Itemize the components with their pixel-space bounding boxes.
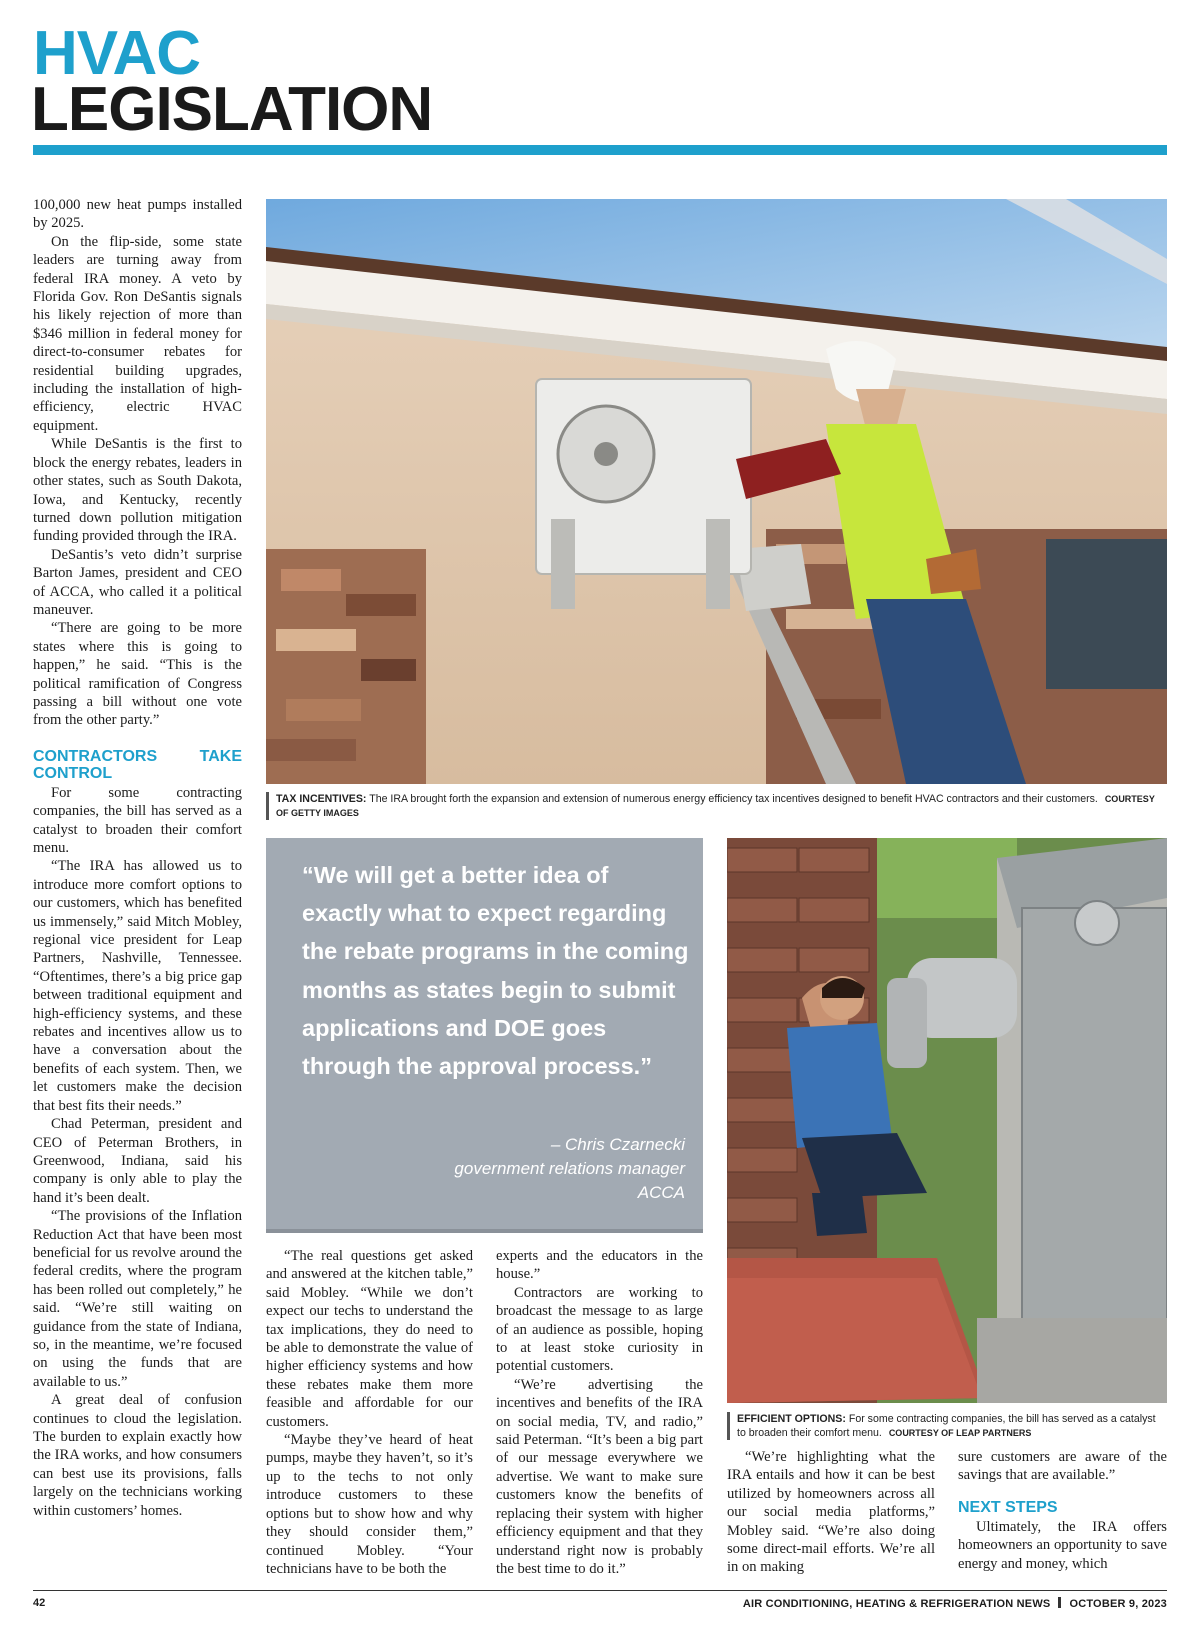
paragraph: For some contracting companies, the bill has served as a catalyst to broaden their comfort menu.: [33, 784, 242, 856]
paragraph: “Maybe they’ve heard of heat pumps, maybe they haven’t, so it’s up to the techs to not only introduce customers to these options but to show how and why they should consider them,” continued Mobley. “Your technicians have to be both the: [266, 1432, 473, 1577]
paragraph: “There are going to be more states where this is going to happen,” he said. “This is the political ramification of Congress passing a bill without one vote from the other party.”: [33, 620, 242, 729]
pull-quote-strip: [266, 1229, 703, 1233]
caption-text: The IRA brought forth the expansion and extension of numerous energy efficiency tax incentives designed to benefit HVAC contractors and their customers.: [369, 793, 1098, 805]
caption-text: For some contracting companies, the bill has served as a catalyst to broaden their comfort menu.: [737, 1413, 1156, 1439]
paragraph: DeSantis’s veto didn’t surprise Barton James, president and CEO of ACCA, who called it a political maneuver.: [33, 546, 242, 618]
page-number: 42: [33, 1597, 46, 1609]
photo-credit: COURTESY OF LEAP PARTNERS: [888, 1428, 1032, 1438]
footer-separator: [1058, 1597, 1061, 1608]
paragraph: “The provisions of the Inflation Reduction Act that have been most beneficial for us revolve around the federal credits, where the program has been rolled out completely,” he said. “We’re still waiting on guidance from the state of Indiana, so, in the meantime, we’re focused on using the funds that are available to us.”: [33, 1208, 242, 1390]
article-column-1: [33, 196, 242, 1520]
paragraph: experts and the educators in the house.”: [496, 1248, 703, 1283]
photo-caption-tax-incentives: [266, 792, 1156, 820]
article-column-5: [958, 1448, 1167, 1573]
caption-lead: TAX INCENTIVES:: [276, 793, 367, 805]
pull-quote-text: “We will get a better idea of exactly what to expect regarding the rebate programs in the coming months as states begin to submit applications and DOE goes through the approval process.”: [302, 862, 689, 1080]
photo-credit: COURTESY OF GETTY IMAGES: [276, 794, 1155, 818]
paragraph: sure customers are aware of the savings that are available.”: [958, 1449, 1167, 1484]
quote-author: – Chris Czarnecki: [550, 1135, 685, 1154]
section-title-legislation: LEGISLATION: [31, 75, 433, 144]
header-rule: [33, 145, 1167, 155]
paragraph: “The real questions get asked and answered at the kitchen table,” said Mobley. “While we don’t expect our techs to understand the tax implications, they do need to be able to demonstrate the value of higher efficiency systems and how these rebates make them more feasible and affordable for our customers.: [266, 1248, 473, 1430]
caption-lead: EFFICIENT OPTIONS:: [737, 1413, 846, 1425]
quote-author-title: government relations manager: [454, 1159, 685, 1178]
publication-name: AIR CONDITIONING, HEATING & REFRIGERATION NEWS: [742, 1598, 1051, 1610]
paragraph: A great deal of confusion continues to cloud the legislation. The burden to explain exactly how the IRA works, and how consumers can best use its provisions, falls largely on the technicians working within customers’ homes.: [33, 1392, 242, 1519]
subhead-next-steps: NEXT STEPS: [958, 1498, 1058, 1516]
footer-rule: [33, 1590, 1167, 1591]
article-column-4: [727, 1448, 935, 1577]
paragraph: On the flip-side, some state leaders are turning away from federal IRA money. A veto by Florida Gov. Ron DeSantis signals his likely rejection of more than $346 million in federal money for direct-to-consumer rebates for residential building upgrades, including the installation of high-efficiency, electric HVAC equipment.: [33, 233, 242, 434]
photo-technician-installing-unit: [266, 199, 1167, 784]
paragraph: Chad Peterman, president and CEO of Peterman Brothers, in Greenwood, Indiana, said his company is only able to play the hand it’s been dealt.: [33, 1116, 242, 1206]
article-column-2: [266, 1247, 473, 1578]
paragraph: While DeSantis is the first to block the energy rebates, leaders in other states, such as South Dakota, Iowa, and Kentucky, recently turned down pollution mitigation funding provided through the IRA.: [33, 436, 242, 545]
paragraph: 100,000 new heat pumps installed by 2025.: [33, 197, 242, 232]
subhead-contractors: CONTRACTORS TAKE CONTROL: [33, 747, 242, 782]
pull-quote: [266, 838, 703, 1229]
paragraph: Ultimately, the IRA offers homeowners an opportunity to save energy and money, which: [958, 1518, 1167, 1572]
pull-quote-attribution: [285, 1133, 685, 1205]
photo-caption-efficient-options: [727, 1412, 1167, 1440]
quote-author-org: ACCA: [637, 1183, 685, 1202]
paragraph: “We’re advertising the incentives and benefits of the IRA on social media, TV, and radio,” said Peterman. “It’s been a big part of our message everywhere we advertise. We want to make sure customers know the benefits of replacing their system with higher efficiency equipment and that they understand right now is probably the best time to do it.”: [496, 1376, 703, 1577]
section-title-hvac: HVAC: [33, 19, 201, 88]
paragraph: “The IRA has allowed us to introduce more comfort options to our customers, which has benefited us immensely,” said Mitch Mobley, regional vice president for Leap Partners, Nashville, Tennessee. “Oftentimes, there’s a big price gap between traditional equipment and high-efficiency systems, and these rebates and incentives allow us to have a conversation about the benefits of each system. Then, we let customers make the decision that best fits their needs.”: [33, 858, 242, 1114]
article-column-3: [496, 1247, 703, 1578]
footer-publication-line: [743, 1597, 1167, 1610]
photo-technician-kneeling-by-unit: [727, 838, 1167, 1403]
paragraph: Contractors are working to broadcast the message to as large of an audience as possible, hoping to at least stoke curiosity in potential customers.: [496, 1284, 703, 1375]
issue-date: OCTOBER 9, 2023: [1069, 1598, 1167, 1610]
paragraph: “We’re highlighting what the IRA entails and how it can be best utilized by homeowners across all our social media platforms,” Mobley said. “We’re also doing some direct-mail efforts. We’re all in on making: [727, 1449, 935, 1576]
